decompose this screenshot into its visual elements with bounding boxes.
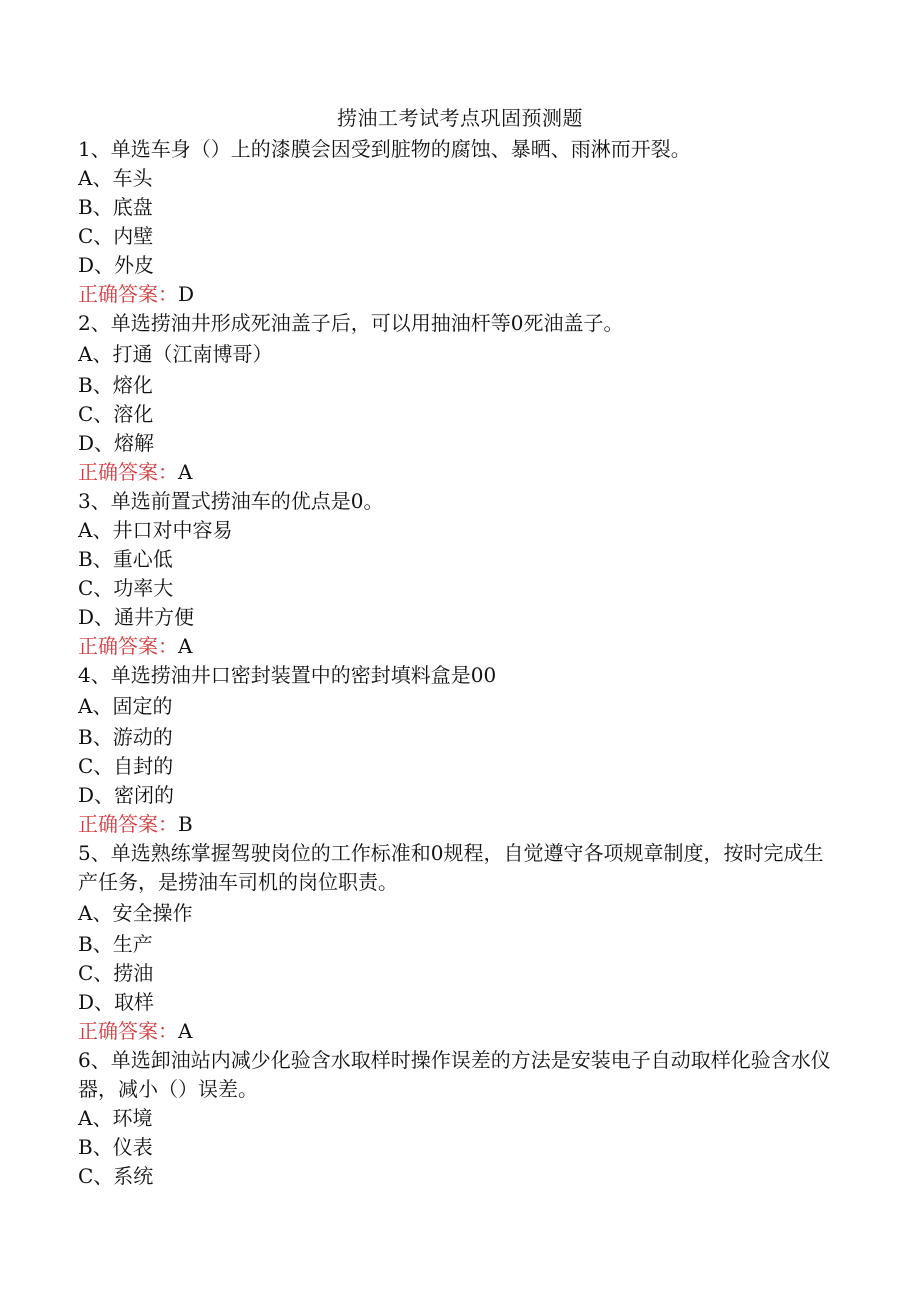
question-text: 6、单选卸油站内减少化验含水取样时操作误差的方法是安装电子自动取样化验含水仪器，减小（）误差。 — [78, 1048, 831, 1101]
correct-answer — [78, 810, 838, 839]
correct-answer — [78, 632, 838, 661]
question-text: 2、单选捞油井形成死油盖子后，可以用抽油杆等0死油盖子。 — [78, 311, 624, 335]
option-c: C、捞油 — [78, 961, 154, 985]
question-block — [78, 839, 838, 1046]
question-block — [78, 487, 838, 661]
answer-value: A — [178, 634, 193, 658]
option-c: C、自封的 — [78, 754, 174, 778]
correct-answer — [78, 458, 838, 487]
option-d: D、外皮 — [78, 253, 155, 277]
option-b: B、熔化 — [78, 373, 153, 397]
option-a: A、固定的 — [78, 694, 173, 718]
question-list — [78, 135, 838, 1191]
option-b: B、重心低 — [78, 547, 173, 571]
option-b: B、游动的 — [78, 725, 173, 749]
answer-label: 正确答案： — [78, 812, 178, 836]
question-text: 4、单选捞油井口密封装置中的密封填料盒是00 — [78, 663, 497, 687]
answer-label: 正确答案： — [78, 634, 178, 658]
option-a: A、环境 — [78, 1106, 153, 1130]
option-c: C、内壁 — [78, 224, 154, 248]
answer-value: D — [178, 282, 195, 306]
answer-value: B — [178, 812, 193, 836]
option-d: D、取样 — [78, 990, 155, 1014]
option-a: A、安全操作 — [78, 901, 193, 925]
question-block — [78, 1046, 838, 1191]
answer-label: 正确答案： — [78, 282, 178, 306]
question-block — [78, 309, 838, 487]
option-c: C、溶化 — [78, 402, 154, 426]
option-a: A、井口对中容易 — [78, 518, 233, 542]
answer-value: A — [178, 460, 193, 484]
answer-label: 正确答案： — [78, 1019, 178, 1043]
question-text: 5、单选熟练掌握驾驶岗位的工作标准和0规程，自觉遵守各项规章制度，按时完成生产任务，是捞油车司机的岗位职责。 — [78, 841, 824, 894]
option-c: C、功率大 — [78, 576, 174, 600]
option-d: D、通井方便 — [78, 605, 195, 629]
question-text: 3、单选前置式捞油车的优点是0。 — [78, 489, 384, 513]
option-b: B、仪表 — [78, 1135, 153, 1159]
option-a: A、车头 — [78, 166, 153, 190]
document-title: 捞油工考试考点巩固预测题 — [337, 106, 583, 130]
answer-value: A — [178, 1019, 193, 1043]
option-d: D、熔解 — [78, 431, 155, 455]
question-text: 1、单选车身（）上的漆膜会因受到脏物的腐蚀、暴晒、雨淋而开裂。 — [78, 137, 691, 161]
correct-answer — [78, 280, 838, 309]
option-d: D、密闭的 — [78, 783, 175, 807]
question-block — [78, 661, 838, 839]
question-block — [78, 135, 838, 309]
option-c: C、系统 — [78, 1164, 154, 1188]
correct-answer — [78, 1017, 838, 1046]
option-b: B、底盘 — [78, 195, 153, 219]
answer-label: 正确答案： — [78, 460, 178, 484]
option-b: B、生产 — [78, 932, 153, 956]
option-a: A、打通（江南博哥） — [78, 342, 273, 366]
